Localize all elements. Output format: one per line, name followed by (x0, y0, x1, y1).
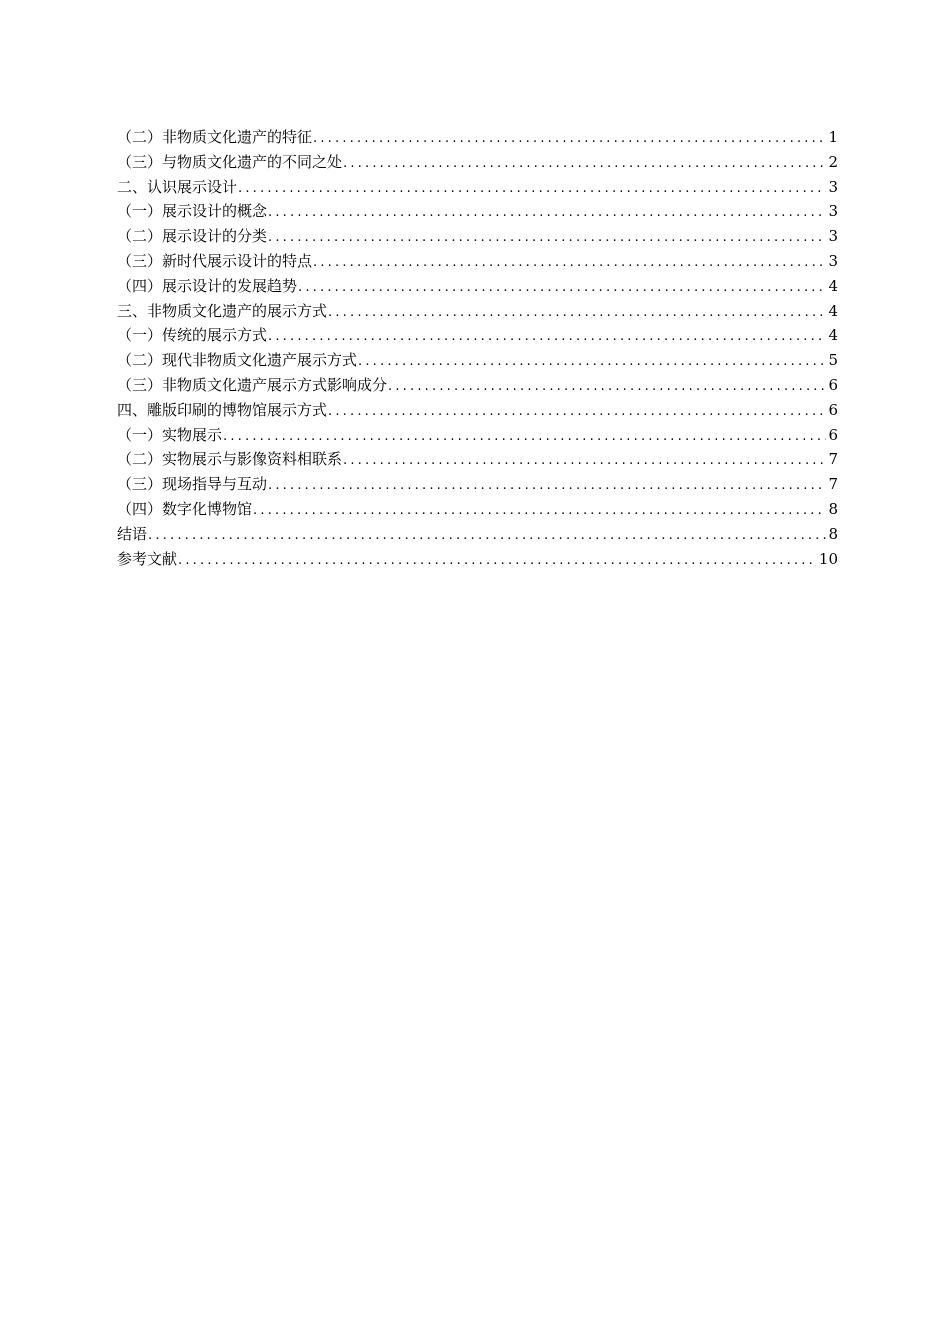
toc-entry-title: （一）实物展示 (117, 425, 223, 444)
toc-entry-title: 三、非物质文化遗产的展示方式 (117, 301, 328, 320)
toc-entry-page: 6 (828, 400, 838, 419)
toc-entry[interactable] (117, 274, 838, 299)
toc-dot-leader (147, 524, 826, 549)
toc-entry-page: 3 (828, 251, 838, 270)
toc-entry-title: （二）非物质文化遗产的特征 (117, 128, 313, 146)
toc-dot-leader (267, 474, 826, 499)
toc-entry-title: （四）展示设计的发展趋势 (117, 276, 298, 295)
toc-dot-leader (312, 127, 826, 152)
toc-entry[interactable] (117, 299, 838, 324)
toc-entry-title: 四、雕版印刷的博物馆展示方式 (117, 400, 328, 419)
toc-entry-title: （四）数字化博物馆 (117, 499, 253, 518)
toc-entry-page: 7 (828, 450, 838, 469)
toc-entry[interactable] (117, 522, 838, 547)
toc-entry-page: 4 (828, 301, 838, 320)
toc-entry[interactable] (117, 249, 838, 274)
toc-entry-page: 3 (828, 177, 838, 196)
toc-entry[interactable] (117, 447, 838, 472)
toc-dot-leader (342, 152, 826, 177)
toc-entry[interactable] (117, 224, 838, 249)
toc-entry-title: 二、认识展示设计 (117, 177, 238, 196)
toc-entry-title: 结语 (117, 524, 148, 543)
toc-entry-title: （二）展示设计的分类 (117, 227, 268, 246)
toc-entry-page: 6 (828, 425, 838, 444)
toc-entry-title: （二）现代非物质文化遗产展示方式 (117, 351, 358, 370)
toc-entry-page: 8 (828, 524, 838, 543)
toc-dot-leader (252, 499, 826, 524)
toc-dot-leader (222, 425, 826, 450)
toc-entry-page: 2 (828, 152, 838, 171)
toc-entry[interactable] (117, 125, 838, 150)
toc-dot-leader (387, 375, 826, 400)
toc-entry-title: （三）非物质文化遗产展示方式影响成分 (117, 375, 388, 394)
toc-entry-page: 8 (828, 499, 838, 518)
toc-dot-leader (267, 325, 826, 350)
toc-entry-page: 4 (828, 326, 838, 345)
toc-dot-leader (267, 226, 826, 251)
toc-entry-page: 5 (828, 351, 838, 370)
toc-dot-leader (327, 301, 826, 326)
toc-dot-leader (342, 449, 826, 474)
toc-dot-leader (237, 177, 826, 202)
toc-entry-title: （一）传统的展示方式 (117, 326, 268, 345)
toc-dot-leader (177, 549, 817, 574)
toc-entry-title: （二）实物展示与影像资料相联系 (117, 450, 343, 469)
toc-entry[interactable] (117, 348, 838, 373)
toc-entry-page: 4 (828, 276, 838, 295)
toc-entry-title: （三）与物质文化遗产的不同之处 (117, 152, 343, 171)
toc-entry[interactable] (117, 472, 838, 497)
toc-entry-title: （三）新时代展示设计的特点 (117, 251, 313, 270)
toc-dot-leader (267, 201, 826, 226)
toc-dot-leader (312, 251, 826, 276)
toc-entry[interactable] (117, 398, 838, 423)
toc-dot-leader (327, 400, 826, 425)
toc-dot-leader (357, 350, 826, 375)
toc-entry-page: 3 (828, 227, 838, 246)
toc-entry-title: 参考文献 (117, 549, 178, 568)
toc-entry[interactable] (117, 175, 838, 200)
toc-entry[interactable] (117, 497, 838, 522)
toc-entry-page: 10 (818, 549, 838, 568)
toc-entry[interactable] (117, 150, 838, 175)
toc-entry[interactable] (117, 547, 838, 572)
toc-entry-title: （一）展示设计的概念 (117, 202, 268, 221)
toc-entry-title: （三）现场指导与互动 (117, 475, 268, 494)
toc-entry[interactable] (117, 423, 838, 448)
table-of-contents (117, 125, 838, 571)
toc-entry[interactable] (117, 199, 838, 224)
toc-dot-leader (297, 276, 826, 301)
toc-entry-page: 7 (828, 475, 838, 494)
toc-entry[interactable] (117, 323, 838, 348)
toc-entry-page: 3 (828, 202, 838, 221)
toc-entry-page: 6 (828, 375, 838, 394)
toc-entry-page: 1 (828, 128, 838, 146)
toc-entry[interactable] (117, 373, 838, 398)
